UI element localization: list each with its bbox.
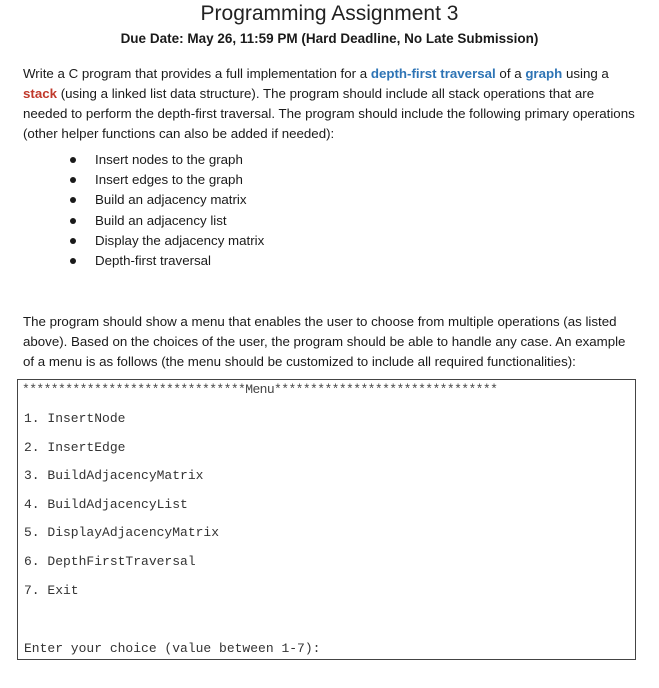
- bullet-icon: [70, 258, 76, 264]
- page-title: Programming Assignment 3: [200, 2, 459, 25]
- highlight-depth-first-traversal: depth-first traversal: [370, 66, 496, 81]
- operation-label: Display the adjacency matrix: [95, 232, 265, 248]
- intro-paragraph: [23, 64, 635, 144]
- intro-text-2: of a: [495, 66, 526, 81]
- bullet-icon: [70, 157, 76, 163]
- operation-label: Insert edges to the graph: [95, 172, 243, 188]
- operation-label: Build an adjacency matrix: [95, 192, 247, 208]
- menu-item: 4. BuildAdjacencyList: [24, 497, 188, 512]
- menu-item: 7. Exit: [24, 583, 79, 598]
- bullet-icon: [70, 177, 76, 183]
- menu-paragraph: The program should show a menu that enables the user to choose from multiple operations (as listed above). Based on the choices of the user, the program should be able to handle any case. An example of a menu is as follows (the menu should be customized to include all required functionalities):: [23, 314, 626, 369]
- due-date: Due Date: May 26, 11:59 PM (Hard Deadline, No Late Submission): [120, 31, 539, 46]
- highlight-stack: stack: [23, 86, 58, 101]
- list-item: [68, 150, 264, 170]
- bullet-icon: [70, 218, 76, 224]
- bullet-icon: [70, 197, 76, 203]
- choice-prompt: Enter your choice (value between 1-7):: [24, 641, 321, 656]
- operation-label: Insert nodes to the graph: [95, 152, 243, 167]
- list-item: [68, 251, 264, 271]
- menu-item: 2. InsertEdge: [24, 440, 126, 455]
- menu-banner: *******************************Menu*******************************: [22, 382, 498, 397]
- operation-label: Depth-first traversal: [95, 252, 212, 268]
- menu-item: 1. InsertNode: [24, 411, 126, 426]
- list-item: [68, 170, 264, 190]
- console-menu-example: [17, 379, 636, 660]
- operations-list: [68, 150, 264, 271]
- intro-text-4: (using a linked list data structure). The program should include all stack operations that are needed to perform the depth-first traversal. The program should include the following primary operations (other helper functions can also be added if needed):: [23, 86, 635, 141]
- menu-item: 3. BuildAdjacencyMatrix: [24, 468, 204, 483]
- menu-item: 5. DisplayAdjacencyMatrix: [24, 525, 220, 540]
- list-item: [68, 211, 264, 231]
- list-item: [68, 190, 264, 210]
- menu-item: 6. DepthFirstTraversal: [24, 554, 196, 569]
- intro-text-3: using a: [562, 66, 609, 81]
- bullet-icon: [70, 238, 76, 244]
- operation-label: Build an adjacency list: [95, 212, 227, 228]
- list-item: [68, 231, 264, 251]
- highlight-graph: graph: [525, 66, 563, 81]
- intro-text-1: Write a C program that provides a full implementation for a: [23, 66, 371, 81]
